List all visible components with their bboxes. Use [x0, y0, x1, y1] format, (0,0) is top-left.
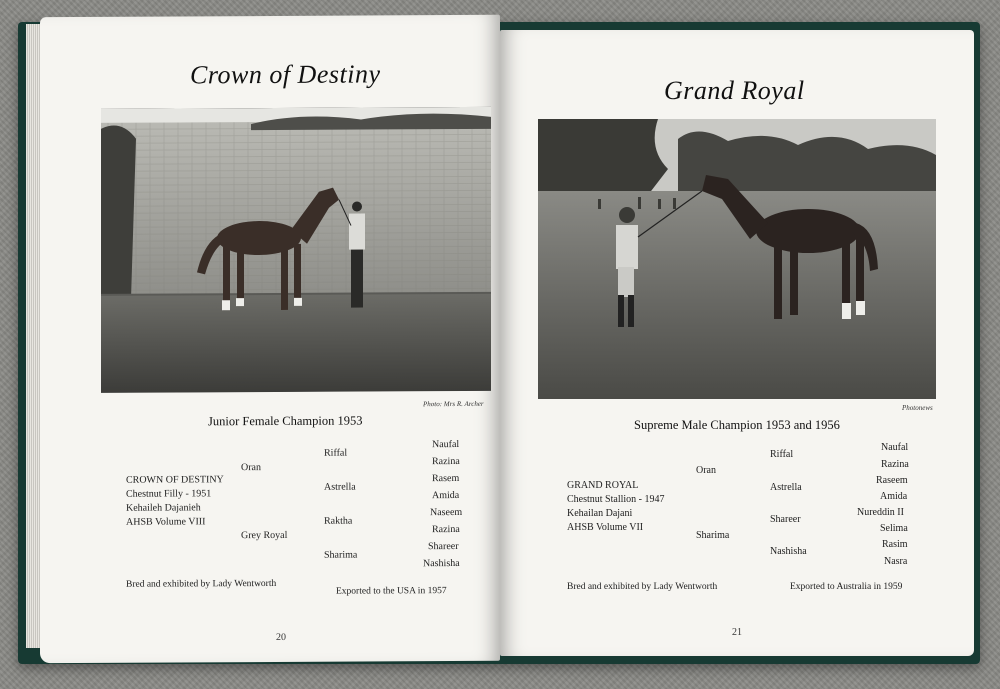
pedigree-dam: Sharima — [696, 530, 730, 541]
pedigree-description: Chestnut Stallion - 1947 — [567, 494, 665, 505]
pedigree-g3: Naufal — [432, 439, 460, 451]
pedigree-sire-dam: Astrella — [770, 482, 802, 493]
horse-photo — [538, 119, 936, 399]
pedigree-sire-dam: Astrella — [324, 481, 356, 493]
caption: Supreme Male Champion 1953 and 1956 — [634, 418, 840, 432]
export-note: Exported to Australia in 1959 — [790, 582, 903, 592]
pedigree-dam: Grey Royal — [241, 529, 288, 542]
pedigree-g3: Nureddin II — [857, 507, 904, 518]
page-title: Crown of Destiny — [190, 59, 381, 90]
page-title: Grand Royal — [664, 76, 805, 105]
pedigree-g3: Naufal — [881, 442, 909, 453]
pedigree-sire-sire: Riffal — [770, 449, 794, 460]
pedigree-g3: Amida — [880, 491, 908, 502]
pedigree-dam-sire: Shareer — [770, 514, 801, 525]
pedigree-volume: AHSB Volume VII — [567, 522, 644, 533]
pedigree-g3: Amida — [432, 490, 460, 502]
pedigree-dam-dam: Nashisha — [770, 546, 807, 557]
export-note: Exported to the USA in 1957 — [336, 586, 447, 597]
pedigree-dam-sire: Raktha — [324, 515, 353, 527]
horse-photo-image — [101, 107, 491, 393]
pedigree-volume: AHSB Volume VIII — [126, 516, 206, 528]
pedigree-g3: Razina — [432, 524, 460, 536]
pedigree-horse-name: CROWN OF DESTINY — [126, 474, 224, 486]
pedigree-sire-sire: Riffal — [324, 447, 348, 459]
pedigree-horse-name: GRAND ROYAL — [567, 480, 639, 491]
pedigree-g3: Rasim — [882, 539, 908, 550]
pedigree-g3: Selima — [880, 523, 908, 534]
pedigree-strain: Kehailan Dajani — [567, 508, 633, 519]
pedigree-g3: Rasem — [432, 473, 460, 485]
horse-photo-image — [538, 119, 936, 399]
pedigree-g3: Nasra — [884, 556, 908, 567]
page-number: 20 — [276, 631, 286, 643]
bred-by: Bred and exhibited by Lady Wentworth — [126, 578, 277, 590]
pedigree-dam-dam: Sharima — [324, 549, 358, 561]
left-page — [40, 15, 500, 663]
page-number: 21 — [732, 627, 742, 638]
photo-credit: Photonews — [902, 404, 933, 412]
pedigree-description: Chestnut Filly - 1951 — [126, 488, 212, 500]
photo-credit: Photo: Mrs R. Archer — [423, 399, 484, 409]
pedigree-strain: Kehaileh Dajanieh — [126, 502, 201, 514]
caption: Junior Female Champion 1953 — [208, 413, 363, 429]
pedigree-sire: Oran — [241, 462, 261, 474]
horse-photo — [101, 107, 491, 393]
pedigree-g3: Razina — [432, 456, 460, 468]
pedigree-g3: Naseem — [430, 506, 463, 519]
right-page — [500, 30, 974, 656]
pedigree-g3: Shareer — [428, 541, 459, 553]
bred-by: Bred and exhibited by Lady Wentworth — [567, 582, 718, 592]
pedigree-g3: Razina — [881, 459, 909, 470]
pedigree-g3: Nashisha — [423, 558, 460, 570]
pedigree-g3: Raseem — [876, 475, 908, 486]
pedigree-sire: Oran — [696, 465, 716, 476]
